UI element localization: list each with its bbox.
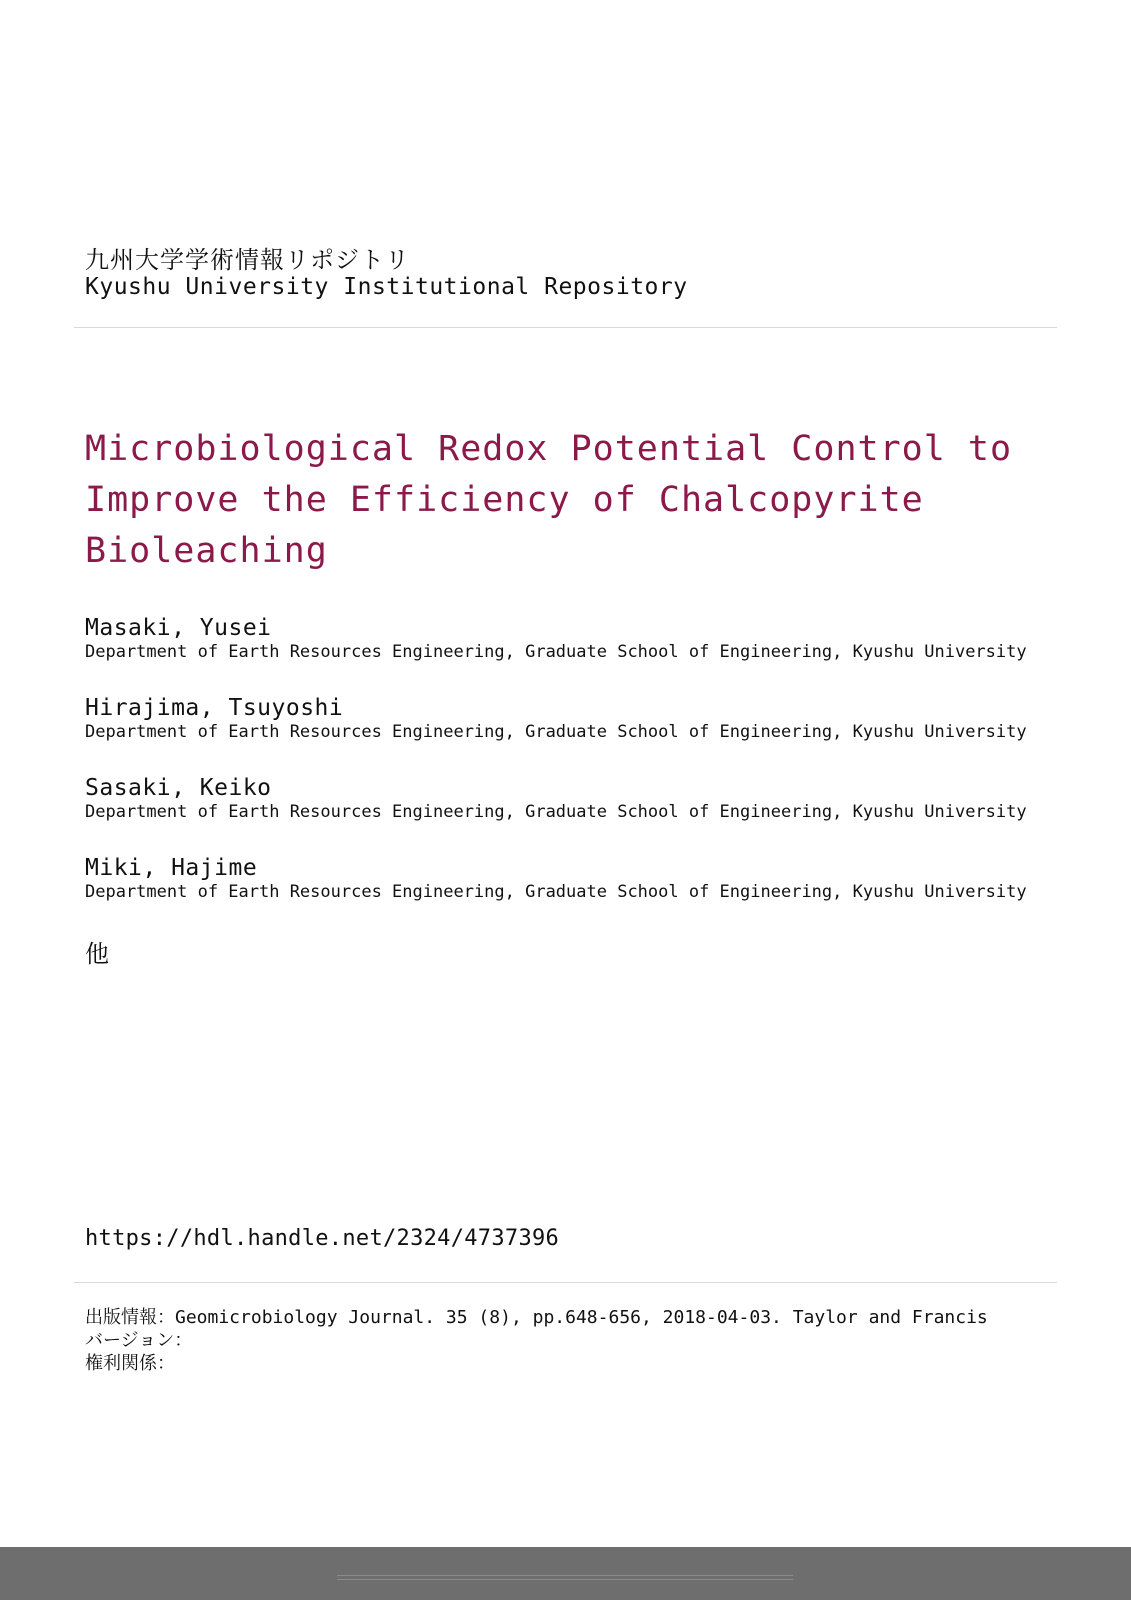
repository-name-en: Kyushu University Institutional Repository bbox=[85, 274, 688, 300]
et-al-marker: 他 bbox=[85, 940, 109, 968]
author-affiliation: Department of Earth Resources Engineering, Graduate School of Engineering, Kyushu University bbox=[85, 642, 1027, 662]
author-entry bbox=[85, 694, 1085, 774]
header-divider bbox=[74, 327, 1057, 328]
author-entry bbox=[85, 614, 1085, 694]
version-label: バージョン： bbox=[85, 1330, 193, 1351]
author-affiliation: Department of Earth Resources Engineering, Graduate School of Engineering, Kyushu University bbox=[85, 802, 1027, 822]
publication-info-line bbox=[85, 1306, 988, 1329]
author-name[interactable]: Miki, Hajime bbox=[85, 855, 258, 881]
author-entry bbox=[85, 854, 1085, 934]
footer-decorative-line bbox=[337, 1575, 793, 1580]
author-name[interactable]: Masaki, Yusei bbox=[85, 615, 272, 641]
author-affiliation: Department of Earth Resources Engineering, Graduate School of Engineering, Kyushu University bbox=[85, 722, 1027, 742]
publication-info-label: 出版情報： bbox=[85, 1307, 175, 1328]
author-entry bbox=[85, 774, 1085, 854]
rights-label: 権利関係： bbox=[85, 1353, 175, 1374]
author-name[interactable]: Hirajima, Tsuyoshi bbox=[85, 695, 344, 721]
rights-line bbox=[85, 1352, 988, 1375]
repository-name-ja: 九州大学学術情報リポジトリ bbox=[85, 246, 410, 274]
author-list bbox=[85, 614, 1085, 934]
footer-divider bbox=[74, 1282, 1057, 1283]
publication-info bbox=[85, 1306, 988, 1375]
author-affiliation: Department of Earth Resources Engineering, Graduate School of Engineering, Kyushu University bbox=[85, 882, 1027, 902]
handle-link[interactable]: https://hdl.handle.net/2324/4737396 bbox=[85, 1226, 560, 1251]
footer-bar bbox=[0, 1547, 1131, 1600]
paper-title: Microbiological Redox Potential Control to Improve the Efficiency of Chalcopyrite Bioleaching bbox=[85, 429, 1013, 571]
version-line bbox=[85, 1329, 988, 1352]
author-name[interactable]: Sasaki, Keiko bbox=[85, 775, 272, 801]
publication-info-value: Geomicrobiology Journal. 35 (8), pp.648-656, 2018-04-03. Taylor and Francis bbox=[175, 1307, 988, 1328]
